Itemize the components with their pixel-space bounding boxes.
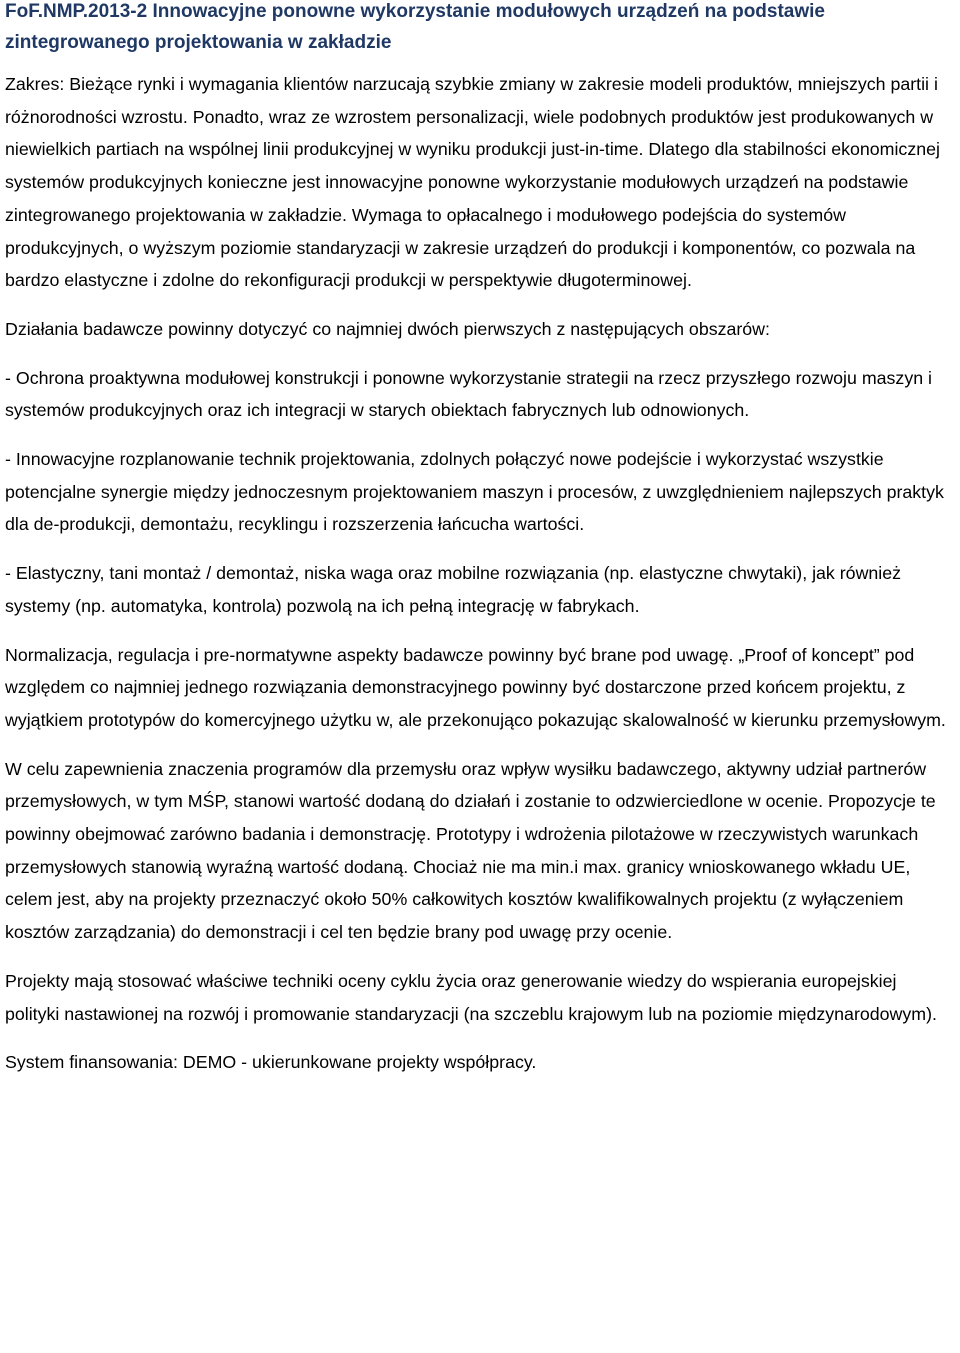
document-title: FoF.NMP.2013-2 Innowacyjne ponowne wykorzystanie modułowych urządzeń na podstawie zintegrowanego projektowania w zakładzie <box>5 1 825 53</box>
paragraph-bullet-design-techniques: - Innowacyjne rozplanowanie technik projektowania, zdolnych połączyć nowe podejście i wykorzystać wszystkie potencjalne synergie między jednoczesnym projektowaniem maszyn i procesów, z uwzględnieniem najlepszych praktyk dla de-produkcji, demontażu, recyklingu i rozszerzenia łańcucha wartości. <box>5 449 944 535</box>
paragraph-scope: Zakres: Bieżące rynki i wymagania klientów narzucają szybkie zmiany w zakresie modeli produktów, mniejszych partii i różnorodności wzrostu. Ponadto, wraz ze wzrostem personalizacji, wiele podobnych produktów jest produkowanych w niewielkich partiach na wspólnej linii produkcyjnej w wyniku produkcji just-in-time. Dlatego dla stabilności ekonomicznej systemów produkcyjnych konieczne jest innowacyjne ponowne wykorzystanie modułowych urządzeń na podstawie zintegrowanego projektowania w zakładzie. Wymaga to opłacalnego i modułowego podejścia do systemów produkcyjnych, o wyższym poziomie standaryzacji w zakresie urządzeń do produkcji i komponentów, co pozwala na bardzo elastyczne i zdolne do rekonfiguracji produkcji w perspektywie długoterminowej. <box>5 74 940 291</box>
paragraph-standardization: Normalizacja, regulacja i pre-normatywne aspekty badawcze powinny być brane pod uwagę. „Proof of koncept” pod względem co najmniej jednego rozwiązania demonstracyjnego powinny być dostarczone przed końcem projektu, z wyjątkiem prototypów do komercyjnego użytku w, ale przekonująco pokazując skalowalność w kierunku przemysłowym. <box>5 644 946 730</box>
paragraph-research-activities: Działania badawcze powinny dotyczyć co najmniej dwóch pierwszych z następujących obszarów: <box>5 318 770 339</box>
paragraph-bullet-modular-design: - Ochrona proaktywna modułowej konstrukcji i ponowne wykorzystanie strategii na rzecz przyszłego rozwoju maszyn i systemów produkcyjnych oraz ich integracji w starych obiektach fabrycznych lub odnowionych. <box>5 367 932 421</box>
paragraph-lifecycle-assessment: Projekty mają stosować właściwe techniki oceny cyklu życia oraz generowanie wiedzy do wspierania europejskiej polityki nastawionej na rozwój i promowanie standaryzacji (na szczeblu krajowym lub na poziomie międzynarodowym). <box>5 970 937 1024</box>
paragraph-funding-scheme: System finansowania: DEMO - ukierunkowane projekty współpracy. <box>5 1052 537 1073</box>
paragraph-bullet-flexible-assembly: - Elastyczny, tani montaż / demontaż, niska waga oraz mobilne rozwiązania (np. elastyczne chwytaki), jak również systemy (np. automatyka, kontrola) pozwolą na ich pełną integrację w fabrykach. <box>5 563 902 616</box>
paragraph-industrial-participation: W celu zapewnienia znaczenia programów dla przemysłu oraz wpływ wysiłku badawczego, aktywny udział partnerów przemysłowych, w tym MŚP, stanowi wartość dodaną do działań i zostanie to odzwierciedlone w ocenie. Propozycje te powinny obejmować zarówno badania i demonstrację. Prototypy i wdrożenia pilotażowe w rzeczywistych warunkach przemysłowych stanowią wyraźną wartość dodaną. Chociaż nie ma min.i max. granicy wnioskowanego wkładu UE, celem jest, aby na projekty przeznaczyć około 50% całkowitych kosztów kwalifikowalnych projektu (z wyłączeniem kosztów zarządzania) do demonstracji i cel ten będzie brany pod uwagę przy ocenie. <box>5 758 936 943</box>
